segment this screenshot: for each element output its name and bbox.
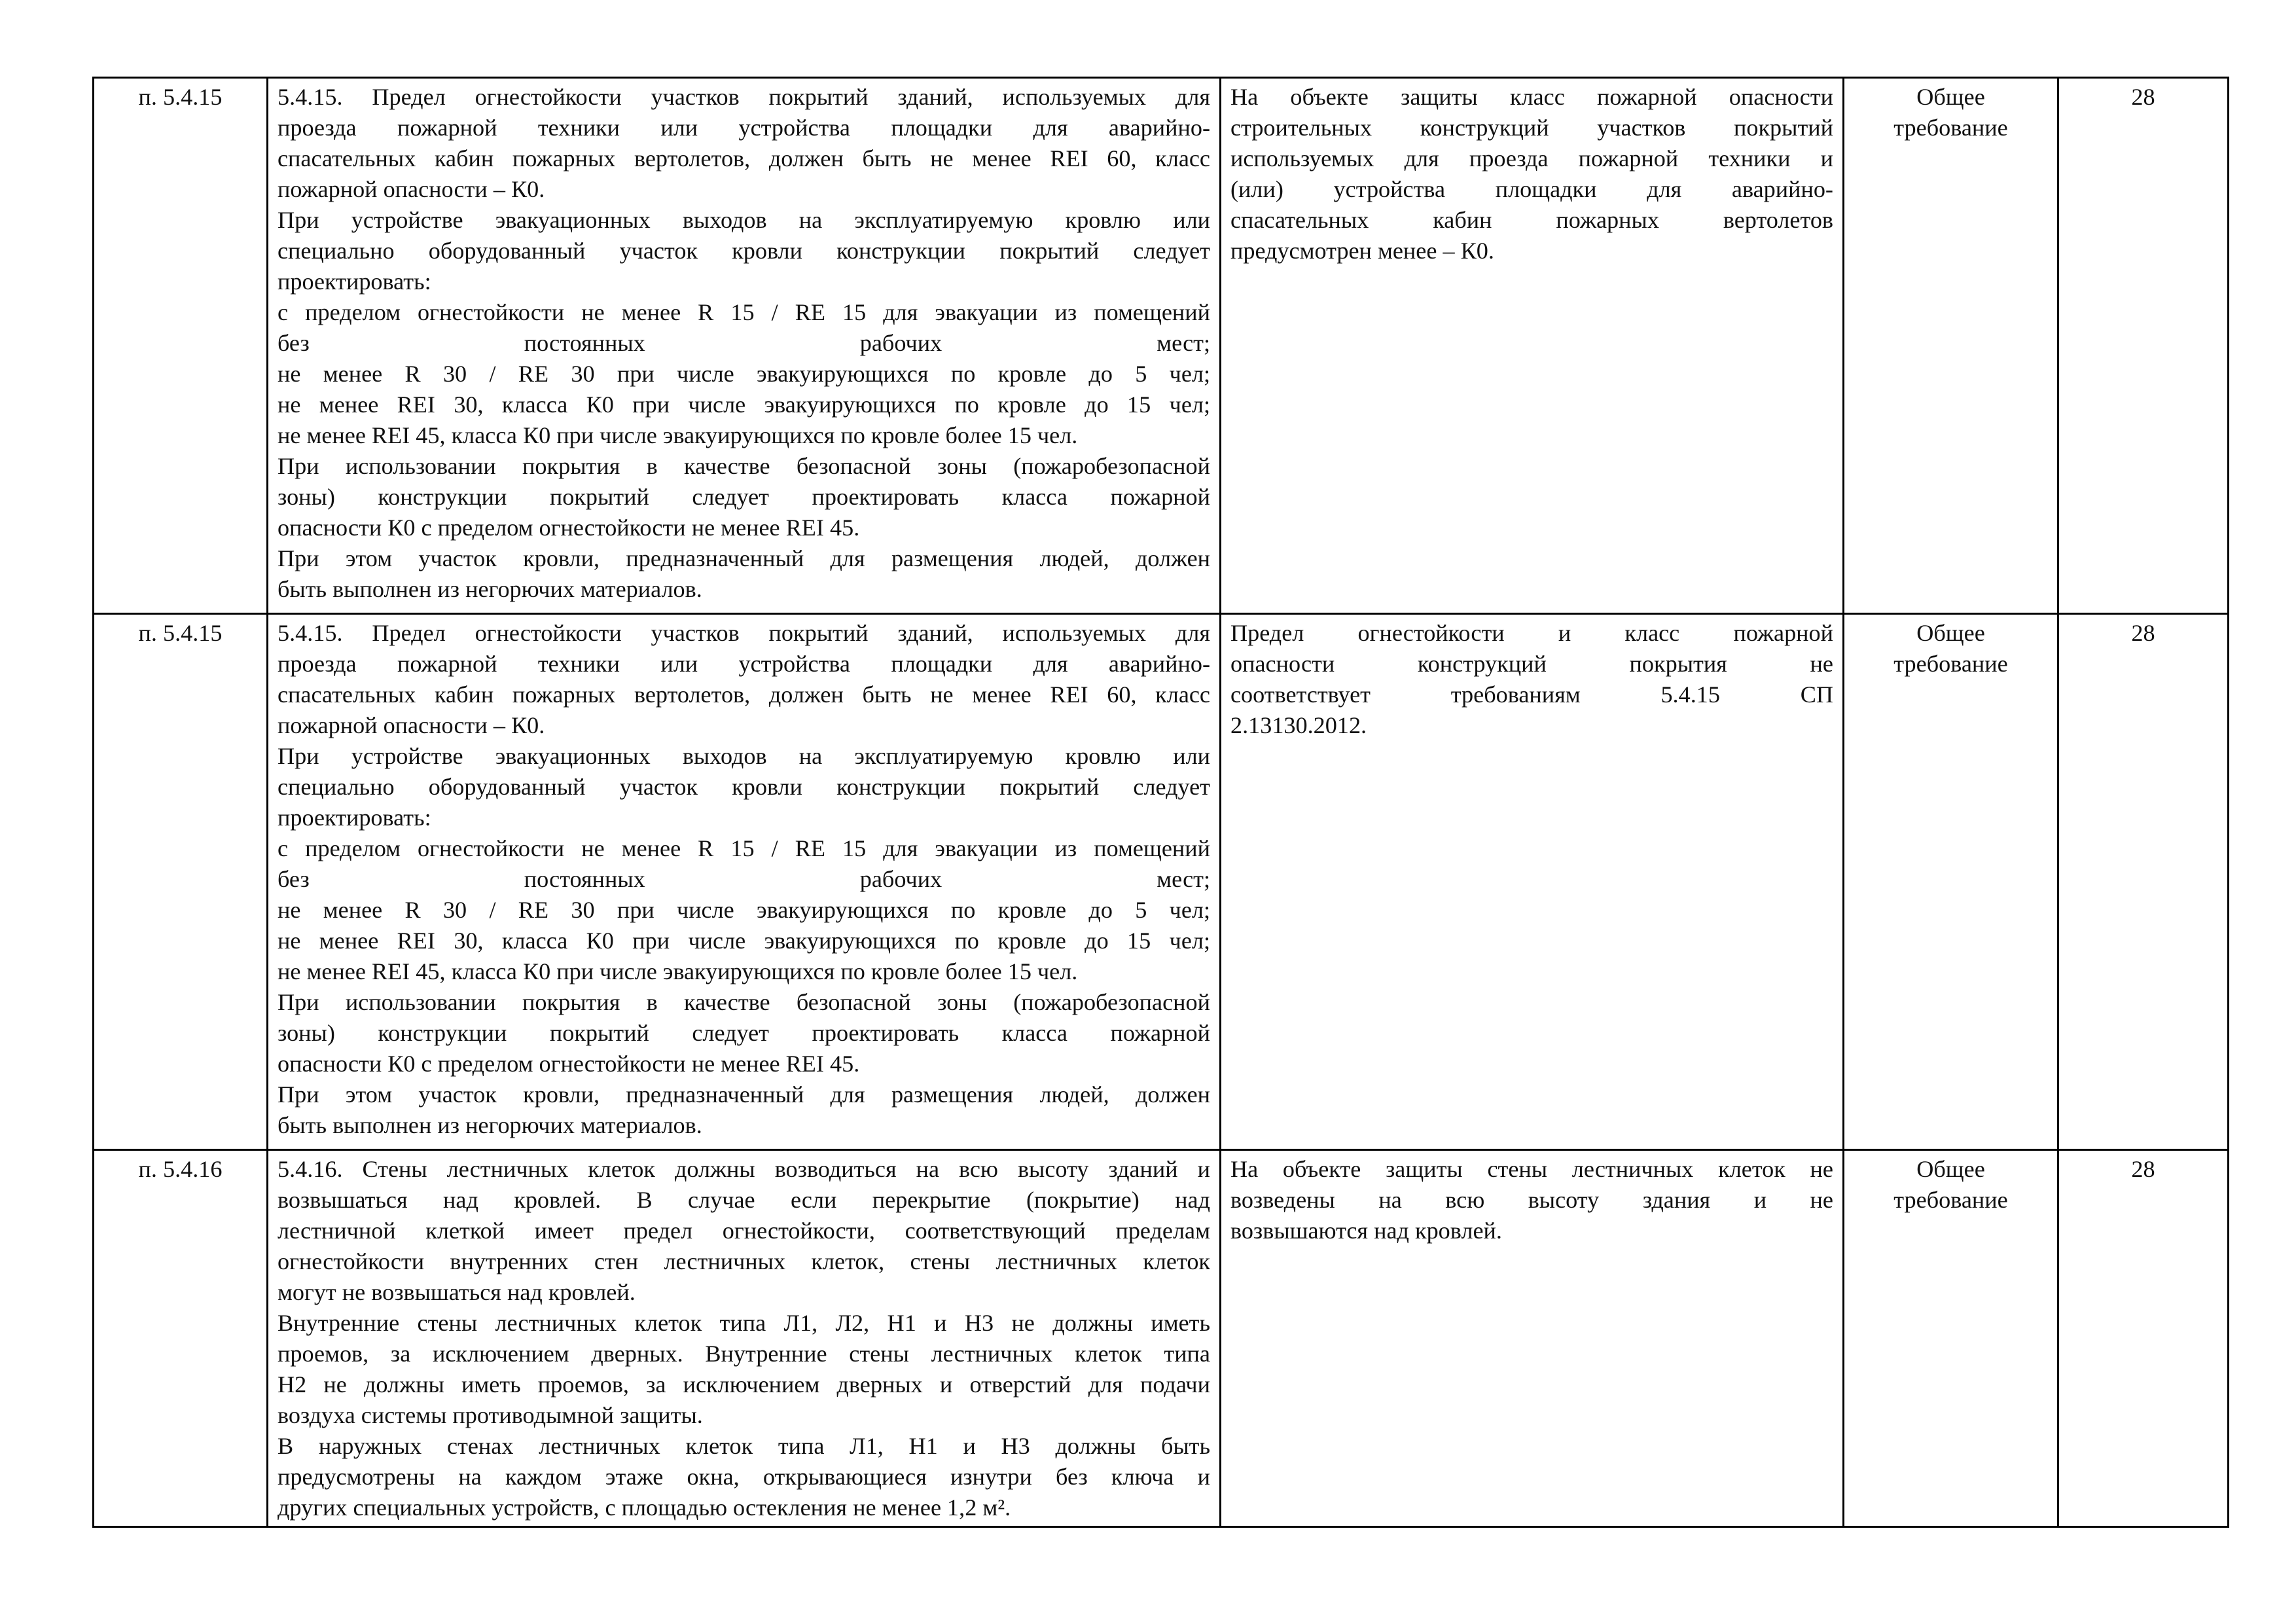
page-number-cell: 28	[2058, 78, 2229, 614]
finding-line: возвышаются над кровлей.	[1230, 1218, 1502, 1244]
finding-line: опасности конструкций покрытия не	[1230, 651, 1833, 677]
page-number-cell: 28	[2058, 1150, 2229, 1527]
table-row	[94, 1150, 2229, 1527]
requirement-line: зоны) конструкции покрытий следует проектировать класса пожарной	[278, 484, 1210, 510]
requirement-line: специально оборудованный участок кровли конструкции покрытий следует	[278, 774, 1210, 800]
table-row	[94, 614, 2229, 1150]
requirement-line: пожарной опасности – К0.	[278, 176, 545, 202]
requirement-line: опасности К0 с пределом огнестойкости не менее REI 45.	[278, 514, 860, 541]
requirement-line: зоны) конструкции покрытий следует проектировать класса пожарной	[278, 1020, 1210, 1046]
requirement-line: спасательных кабин пожарных вертолетов, должен быть не менее REI 60, класс	[278, 681, 1210, 708]
finding-cell	[1221, 614, 1844, 1150]
requirement-cell	[268, 614, 1221, 1150]
requirement-line: не менее REI 45, класса К0 при числе эвакуирующихся по кровле более 15 чел.	[278, 958, 1078, 984]
requirement-line: При этом участок кровли, предназначенный для размещения людей, должен	[278, 1081, 1210, 1108]
requirement-line: При устройстве эвакуационных выходов на эксплуатируемую кровлю или	[278, 207, 1210, 233]
requirement-line: без постоянных рабочих мест;	[278, 866, 1210, 892]
requirement-line: с пределом огнестойкости не менее R 15 / RE 15 для эвакуации из помещений	[278, 835, 1210, 861]
requirement-cell	[268, 78, 1221, 614]
requirement-line: проемов, за исключением дверных. Внутренние стены лестничных клеток типа	[278, 1341, 1210, 1367]
requirement-line: пожарной опасности – К0.	[278, 712, 545, 738]
category-cell	[1844, 78, 2058, 614]
requirement-line: лестничной клеткой имеет предел огнестойкости, соответствующий пределам	[278, 1218, 1210, 1244]
requirement-line: не менее R 30 / RE 30 при числе эвакуирующихся по кровле до 5 чел;	[278, 361, 1210, 387]
clause-cell: п. 5.4.16	[94, 1150, 268, 1527]
requirement-line: опасности К0 с пределом огнестойкости не менее REI 45.	[278, 1051, 860, 1077]
requirement-line: с пределом огнестойкости не менее R 15 / RE 15 для эвакуации из помещений	[278, 299, 1210, 325]
requirements-table	[92, 77, 2229, 1528]
requirement-line: специально оборудованный участок кровли конструкции покрытий следует	[278, 238, 1210, 264]
requirement-line: 5.4.15. Предел огнестойкости участков покрытий зданий, используемых для	[278, 620, 1210, 646]
finding-line: 2.13130.2012.	[1230, 712, 1367, 738]
requirement-line: огнестойкости внутренних стен лестничных клеток, стены лестничных клеток	[278, 1248, 1210, 1274]
finding-line: используемых для проезда пожарной техники и	[1230, 145, 1833, 171]
requirement-line: быть выполнен из негорючих материалов.	[278, 576, 702, 602]
requirement-line: проектировать:	[278, 804, 431, 831]
requirement-line: не менее REI 45, класса К0 при числе эвакуирующихся по кровле более 15 чел.	[278, 422, 1078, 448]
requirement-line: При использовании покрытия в качестве безопасной зоны (пожаробезопасной	[278, 989, 1210, 1015]
finding-line: предусмотрен менее – К0.	[1230, 238, 1494, 264]
requirement-line: проезда пожарной техники или устройства площадки для аварийно-	[278, 651, 1210, 677]
requirement-line: не менее R 30 / RE 30 при числе эвакуирующихся по кровле до 5 чел;	[278, 897, 1210, 923]
requirement-line: могут не возвышаться над кровлей.	[278, 1279, 636, 1305]
finding-line: возведены на всю высоту здания и не	[1230, 1187, 1833, 1213]
requirement-line: В наружных стенах лестничных клеток типа Л1, Н1 и Н3 должны быть	[278, 1433, 1210, 1459]
finding-line: На объекте защиты стены лестничных клеток не	[1230, 1156, 1833, 1182]
requirement-line: проектировать:	[278, 268, 431, 295]
requirement-line: 5.4.15. Предел огнестойкости участков покрытий зданий, используемых для	[278, 84, 1210, 110]
finding-cell	[1221, 78, 1844, 614]
requirement-line: Н2 не должны иметь проемов, за исключением дверных и отверстий для подачи	[278, 1371, 1210, 1398]
finding-line: строительных конструкций участков покрытий	[1230, 115, 1833, 141]
requirement-line: При использовании покрытия в качестве безопасной зоны (пожаробезопасной	[278, 453, 1210, 479]
requirement-line: не менее REI 30, класса К0 при числе эвакуирующихся по кровле до 15 чел;	[278, 928, 1210, 954]
finding-line: (или) устройства площадки для аварийно-	[1230, 176, 1833, 202]
requirement-line: 5.4.16. Стены лестничных клеток должны возводиться на всю высоту зданий и	[278, 1156, 1210, 1182]
requirement-line: При этом участок кровли, предназначенный для размещения людей, должен	[278, 545, 1210, 571]
finding-line: спасательных кабин пожарных вертолетов	[1230, 207, 1833, 233]
page-number-cell: 28	[2058, 614, 2229, 1150]
requirement-line: спасательных кабин пожарных вертолетов, должен быть не менее REI 60, класс	[278, 145, 1210, 171]
requirement-line: Внутренние стены лестничных клеток типа Л1, Л2, Н1 и Н3 не должны иметь	[278, 1310, 1210, 1336]
requirement-line: воздуха системы противодымной защиты.	[278, 1402, 703, 1428]
category-line: Общее	[1916, 84, 1985, 110]
finding-line: На объекте защиты класс пожарной опасности	[1230, 84, 1833, 110]
requirement-line: не менее REI 30, класса К0 при числе эвакуирующихся по кровле до 15 чел;	[278, 391, 1210, 418]
finding-cell	[1221, 1150, 1844, 1527]
table-row	[94, 78, 2229, 614]
category-line: требование	[1893, 1187, 2008, 1213]
requirement-line: без постоянных рабочих мест;	[278, 330, 1210, 356]
requirement-line: предусмотрены на каждом этаже окна, открывающиеся изнутри без ключа и	[278, 1464, 1210, 1490]
finding-line: Предел огнестойкости и класс пожарной	[1230, 620, 1833, 646]
requirement-line: быть выполнен из негорючих материалов.	[278, 1112, 702, 1138]
category-cell	[1844, 614, 2058, 1150]
finding-line: соответствует требованиям 5.4.15 СП	[1230, 681, 1833, 708]
category-line: Общее	[1916, 620, 1985, 646]
requirement-line: При устройстве эвакуационных выходов на эксплуатируемую кровлю или	[278, 743, 1210, 769]
clause-cell: п. 5.4.15	[94, 614, 268, 1150]
requirement-cell	[268, 1150, 1221, 1527]
requirement-line: проезда пожарной техники или устройства площадки для аварийно-	[278, 115, 1210, 141]
category-line: требование	[1893, 115, 2008, 141]
category-line: требование	[1893, 651, 2008, 677]
requirement-line: возвышаться над кровлей. В случае если перекрытие (покрытие) над	[278, 1187, 1210, 1213]
requirement-line: других специальных устройств, с площадью остекления не менее 1,2 м².	[278, 1494, 1011, 1521]
clause-cell: п. 5.4.15	[94, 78, 268, 614]
category-cell	[1844, 1150, 2058, 1527]
category-line: Общее	[1916, 1156, 1985, 1182]
